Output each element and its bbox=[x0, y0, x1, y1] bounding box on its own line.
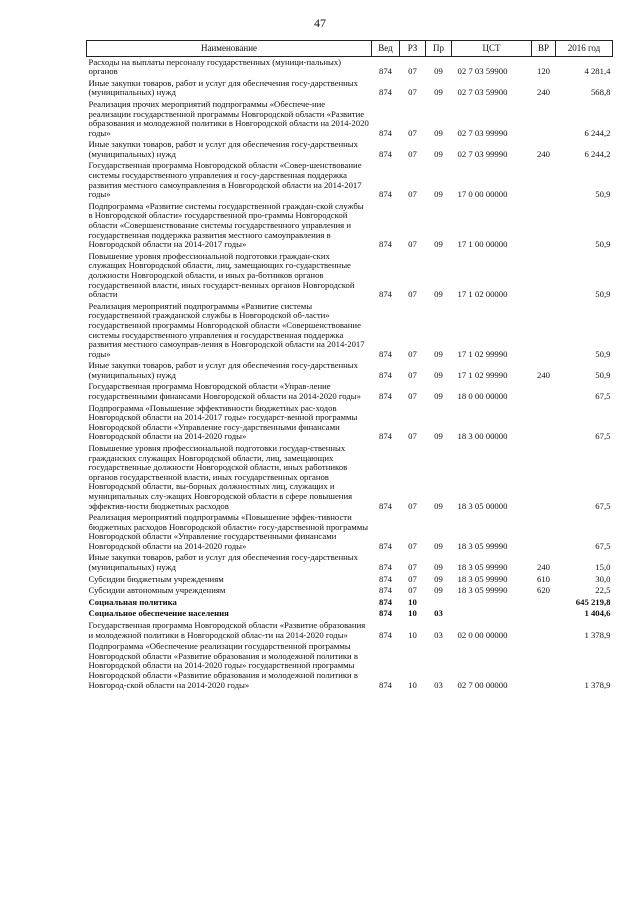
row-ved: 874 bbox=[378, 348, 393, 359]
table-row bbox=[87, 140, 613, 161]
table-row bbox=[87, 403, 613, 443]
row-pr: 09 bbox=[434, 148, 443, 159]
row-vr bbox=[532, 642, 556, 692]
row-pr: 09 bbox=[434, 391, 443, 402]
row-rz: 07 bbox=[408, 540, 417, 551]
row-cst: 02 7 03 59900 bbox=[457, 66, 508, 77]
header-vr: ВР bbox=[532, 41, 556, 57]
row-cst: 18 3 05 00000 bbox=[457, 500, 508, 511]
header-name: Наименование bbox=[87, 41, 372, 57]
row-ved: 874 bbox=[378, 66, 393, 77]
row-rz: 10 bbox=[408, 608, 417, 619]
row-cst: 18 0 00 00000 bbox=[457, 391, 508, 402]
row-name: Иные закупки товаров, работ и услуг для обеспечения госу-дарственных (муниципальных) нужд bbox=[88, 360, 358, 380]
row-rz: 07 bbox=[408, 585, 417, 596]
row-vr bbox=[532, 443, 556, 512]
row-vr bbox=[532, 201, 556, 251]
row-vr bbox=[532, 597, 556, 609]
row-sum: 22,5 bbox=[595, 585, 611, 596]
row-vr: 610 bbox=[536, 573, 551, 584]
row-ved: 874 bbox=[378, 540, 393, 551]
row-sum: 1 404,6 bbox=[584, 608, 611, 619]
header-cst: ЦСТ bbox=[452, 41, 532, 57]
row-rz: 07 bbox=[408, 239, 417, 250]
row-rz: 07 bbox=[408, 348, 417, 359]
row-ved: 874 bbox=[378, 500, 393, 511]
row-name: Подпрограмма «Обеспечение реализации государственной программы Новгородской области «Развитие образования и молодежной политики в Новгородской области на 2014-2020 годы» государственной программы Новгородской области «Развитие образования и молодежной политики в Новгород-ской области на 2014-2020 годы» bbox=[88, 641, 358, 690]
row-ved: 874 bbox=[378, 148, 393, 159]
row-vr bbox=[532, 403, 556, 443]
row-pr: 09 bbox=[434, 540, 443, 551]
row-ved: 874 bbox=[378, 391, 393, 402]
row-name: Субсидии автономным учреждениям bbox=[88, 585, 226, 596]
row-name: Повышение уровня профессиональной подготовки граждан-ских служащих Новгородской области, лиц, замещающих го-сударственные должности Новгородской области, и иных ра-ботников органов государственной власти, иных государст-венных органов Новгородской области bbox=[88, 250, 355, 300]
table-row bbox=[87, 513, 613, 553]
row-name: Социальное обеспечение населения bbox=[88, 608, 229, 619]
row-pr: 09 bbox=[434, 289, 443, 300]
row-ved: 874 bbox=[378, 585, 393, 596]
table-row bbox=[87, 251, 613, 301]
table-row bbox=[87, 382, 613, 403]
row-rz: 07 bbox=[408, 66, 417, 77]
row-cst: 17 1 02 99990 bbox=[457, 369, 508, 380]
row-sum: 67,5 bbox=[595, 540, 611, 551]
row-ved: 874 bbox=[378, 562, 393, 573]
table-row bbox=[87, 553, 613, 574]
row-rz: 07 bbox=[408, 391, 417, 402]
row-name: Государственная программа Новгородской области «Развитие образования и молодежной политики в Новгородской облас-ти на 2014-2020 годы» bbox=[88, 619, 366, 640]
row-sum: 4 281,4 bbox=[584, 66, 611, 77]
table-row bbox=[87, 443, 613, 512]
row-pr: 09 bbox=[434, 369, 443, 380]
row-pr: 09 bbox=[434, 573, 443, 584]
row-vr bbox=[532, 99, 556, 139]
row-name: Подпрограмма «Развитие системы государственной граждан-ской службы в Новгородской области» государственной про-граммы Новгородской области «Совершенствование системы государственного управления и государственная поддержка развития местного самоуправления в Новгородской области на 2014-2017 годы» bbox=[88, 200, 364, 250]
row-pr: 09 bbox=[434, 239, 443, 250]
row-ved: 874 bbox=[378, 87, 393, 98]
row-name: Иные закупки товаров, работ и услуг для обеспечения госу-дарственных (муниципальных) нужд bbox=[88, 77, 358, 98]
row-sum: 50,9 bbox=[595, 239, 611, 250]
row-rz: 07 bbox=[408, 189, 417, 200]
row-rz: 07 bbox=[408, 87, 417, 98]
row-pr: 09 bbox=[434, 189, 443, 200]
row-ved: 874 bbox=[378, 608, 393, 619]
row-sum: 67,5 bbox=[595, 500, 611, 511]
table-row bbox=[87, 620, 613, 641]
row-cst: 18 3 05 99990 bbox=[457, 573, 508, 584]
row-name: Социальная политика bbox=[88, 596, 177, 607]
row-vr: 240 bbox=[536, 369, 551, 380]
row-sum: 30,0 bbox=[595, 573, 611, 584]
row-pr: 09 bbox=[434, 500, 443, 511]
row-sum: 50,9 bbox=[595, 289, 611, 300]
row-ved: 874 bbox=[378, 431, 393, 442]
row-cst: 18 3 00 00000 bbox=[457, 431, 508, 442]
row-name: Иные закупки товаров, работ и услуг для обеспечения госу-дарственных (муниципальных) нужд bbox=[88, 552, 358, 573]
row-sum: 50,9 bbox=[595, 348, 611, 359]
row-name: Реализация мероприятий подпрограммы «Повышение эффек-тивности бюджетных расходов Новгородской области» госу-дарственной программы Новгородской области «Управление государственными финансами Новгородской области на 2014-2020 годы» bbox=[88, 512, 369, 551]
page-number: 47 bbox=[314, 16, 326, 30]
table-row bbox=[87, 78, 613, 99]
table-row bbox=[87, 99, 613, 139]
row-pr: 09 bbox=[434, 87, 443, 98]
row-vr bbox=[532, 513, 556, 553]
row-vr: 240 bbox=[536, 148, 551, 159]
row-ved: 874 bbox=[378, 239, 393, 250]
row-sum: 6 244,2 bbox=[584, 148, 611, 159]
row-rz: 10 bbox=[408, 629, 417, 640]
header-rz: РЗ bbox=[400, 41, 426, 57]
row-pr bbox=[426, 597, 452, 609]
row-vr bbox=[532, 161, 556, 201]
row-sum: 67,5 bbox=[595, 391, 611, 402]
row-cst: 02 7 03 99990 bbox=[457, 148, 508, 159]
row-sum: 50,9 bbox=[595, 369, 611, 380]
row-rz: 07 bbox=[408, 573, 417, 584]
row-pr: 09 bbox=[434, 585, 443, 596]
row-ved: 874 bbox=[378, 679, 393, 690]
row-vr: 240 bbox=[536, 87, 551, 98]
row-ved: 874 bbox=[378, 369, 393, 380]
row-cst: 17 0 00 00000 bbox=[457, 189, 508, 200]
row-rz: 07 bbox=[408, 562, 417, 573]
header-ved: Вед bbox=[372, 41, 400, 57]
row-cst: 02 7 03 99990 bbox=[457, 127, 508, 138]
row-cst bbox=[452, 597, 532, 609]
row-vr: 240 bbox=[536, 562, 551, 573]
table-row bbox=[87, 642, 613, 692]
row-sum: 568,8 bbox=[590, 87, 611, 98]
row-rz: 07 bbox=[408, 369, 417, 380]
table-row bbox=[87, 57, 613, 79]
row-cst: 02 7 00 00000 bbox=[457, 679, 508, 690]
table-row bbox=[87, 586, 613, 598]
row-name: Реализация мероприятий подпрограммы «Развитие системы государственной гражданской службы в Новгородской об-ласти» государственной программы Новгородской области «Совершенствование системы государственного управления и государственная поддержка развития местного самоуправ-ления в Новгородской области на 2014-2017 годы» bbox=[88, 300, 365, 359]
row-ved: 874 bbox=[378, 573, 393, 584]
row-pr: 03 bbox=[434, 679, 443, 690]
row-cst: 02 7 03 59900 bbox=[457, 87, 508, 98]
row-rz: 07 bbox=[408, 289, 417, 300]
row-rz: 10 bbox=[408, 679, 417, 690]
row-ved: 874 bbox=[378, 289, 393, 300]
row-name: Повышение уровня профессиональной подготовки государ-ственных гражданских служащих Новгородской области, лиц, замещающих государственные должности Новгородской области, иных работников органов государственной власти, иных государственных органов Новгородской области, вы-борных должностных лиц, служащих и муниципальных слу-жащих Новгородской области в сфере повышения эффектив-ности бюджетных расходов bbox=[88, 442, 353, 511]
table-row bbox=[87, 597, 613, 609]
row-name: Подпрограмма «Повышение эффективности бюджетных рас-ходов Новгородской области на 2014-2017 годы» государст-венной программы Новгородской области «Управление госу-дарственными финансами Новгородской области на 2014-2020 годы» bbox=[88, 402, 358, 442]
row-name: Субсидии бюджетным учреждениям bbox=[88, 573, 224, 584]
row-sum: 6 244,2 bbox=[584, 127, 611, 138]
table-row bbox=[87, 609, 613, 621]
row-vr bbox=[532, 609, 556, 621]
table-row bbox=[87, 201, 613, 251]
header-year: 2016 год bbox=[556, 41, 613, 57]
table-body bbox=[87, 57, 613, 692]
row-sum: 1 378,9 bbox=[584, 679, 611, 690]
row-pr: 09 bbox=[434, 66, 443, 77]
row-sum: 15,0 bbox=[595, 562, 611, 573]
row-pr: 03 bbox=[434, 608, 443, 619]
budget-table bbox=[86, 40, 613, 692]
row-cst: 18 3 05 99990 bbox=[457, 562, 508, 573]
row-pr: 09 bbox=[434, 127, 443, 138]
row-pr: 09 bbox=[434, 348, 443, 359]
row-cst: 18 3 05 99990 bbox=[457, 585, 508, 596]
row-rz: 10 bbox=[408, 596, 417, 607]
row-sum: 1 378,9 bbox=[584, 629, 611, 640]
row-pr: 03 bbox=[434, 629, 443, 640]
row-name: Реализация прочих мероприятий подпрограммы «Обеспече-ние реализации государственной программы Новгородской области «Развитие образования и молодежной политики в Новгородской области на 2014-2020 годы» bbox=[88, 98, 369, 138]
table-row bbox=[87, 301, 613, 361]
row-name: Расходы на выплаты персоналу государственных (муници-пальных) органов bbox=[88, 56, 342, 77]
row-vr bbox=[532, 251, 556, 301]
row-cst: 17 1 00 00000 bbox=[457, 239, 508, 250]
table-row bbox=[87, 574, 613, 586]
row-cst: 17 1 02 00000 bbox=[457, 289, 508, 300]
row-vr bbox=[532, 301, 556, 361]
row-cst: 18 3 05 99990 bbox=[457, 540, 508, 551]
row-sum: 50,9 bbox=[595, 189, 611, 200]
row-rz: 07 bbox=[408, 127, 417, 138]
table-header bbox=[87, 41, 613, 57]
row-rz: 07 bbox=[408, 500, 417, 511]
row-rz: 07 bbox=[408, 431, 417, 442]
row-pr: 09 bbox=[434, 431, 443, 442]
row-sum: 645 219,8 bbox=[575, 596, 611, 607]
row-ved: 874 bbox=[378, 596, 393, 607]
row-name: Государственная программа Новгородской области «Управ-ление государственными финансами Новгородской области на 2014-2020 годы» bbox=[88, 381, 361, 402]
row-vr bbox=[532, 620, 556, 641]
row-cst bbox=[452, 609, 532, 621]
table-row bbox=[87, 361, 613, 382]
row-vr bbox=[532, 382, 556, 403]
row-pr: 09 bbox=[434, 562, 443, 573]
row-ved: 874 bbox=[378, 189, 393, 200]
row-cst: 02 0 00 00000 bbox=[457, 629, 508, 640]
row-ved: 874 bbox=[378, 629, 393, 640]
row-vr: 120 bbox=[536, 66, 551, 77]
header-pr: Пр bbox=[426, 41, 452, 57]
row-name: Иные закупки товаров, работ и услуг для обеспечения госу-дарственных (муниципальных) нужд bbox=[88, 139, 358, 159]
row-vr: 620 bbox=[536, 585, 551, 596]
row-sum: 67,5 bbox=[595, 431, 611, 442]
row-ved: 874 bbox=[378, 127, 393, 138]
table-row bbox=[87, 161, 613, 201]
row-name: Государственная программа Новгородской области «Совер-шенствование системы государственного управления и госу-дарственная поддержка развития местного самоуправления в Новгородской области на 2014-2017 годы» bbox=[88, 160, 362, 200]
row-rz: 07 bbox=[408, 148, 417, 159]
row-cst: 17 1 02 99990 bbox=[457, 348, 508, 359]
